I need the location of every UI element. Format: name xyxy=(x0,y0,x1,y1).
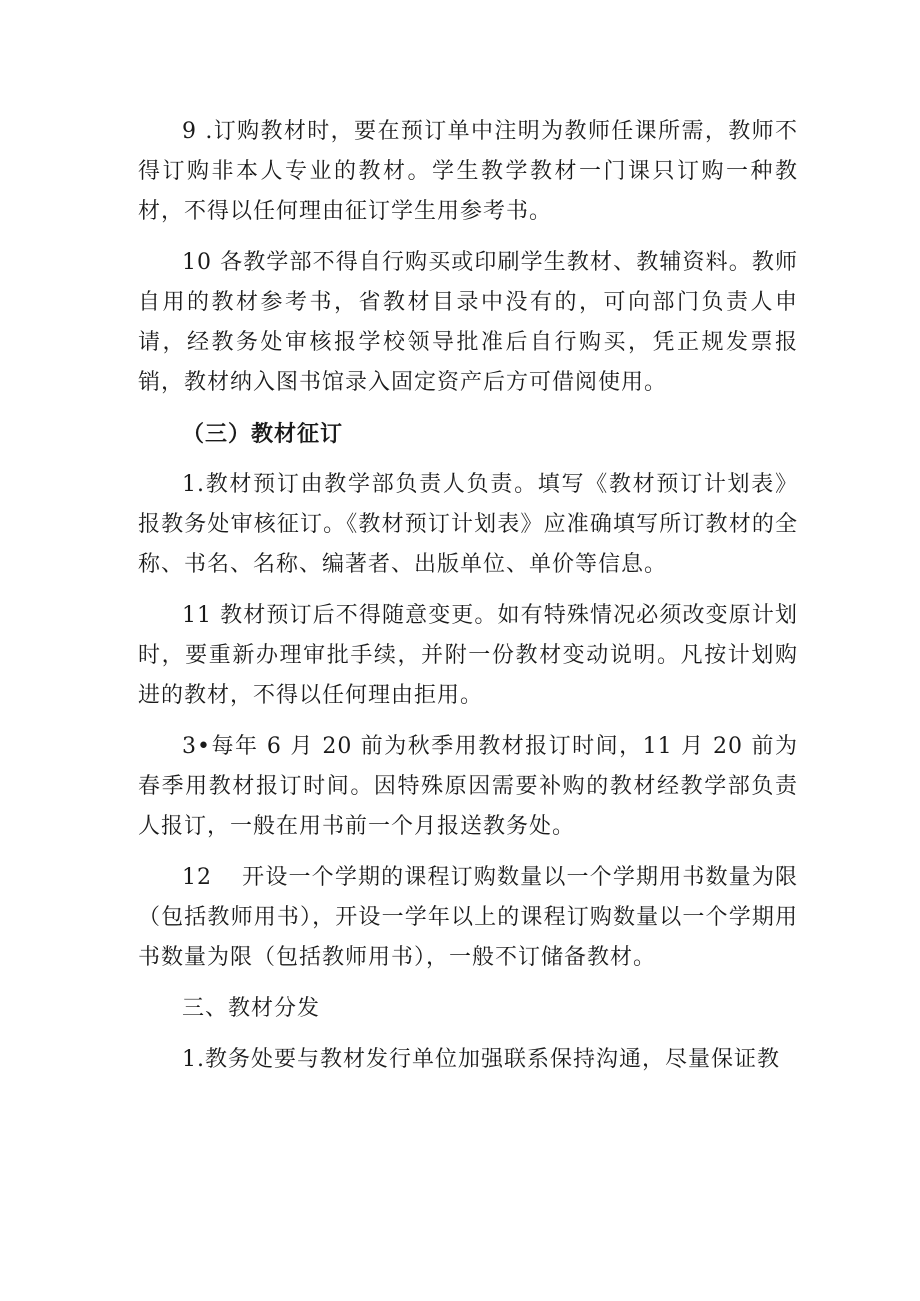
paragraph-text: 开设一个学期的课程订购数量以一个学期用书数量为限（包括教师用书），开设一学年以上的课程订购数量以一个学期用书数量为限（包括教师用书），一般不订储备教材。 xyxy=(138,865,798,970)
paragraph-ordering-3: 3•每年 6 月 20 前为秋季用教材报订时间，11 月 20 前为春季用教材报订时间。因特殊原因需要补购的教材经教学部负责人报订，一般在用书前一个月报送教务处。 xyxy=(138,734,798,839)
paragraph-ordering-1: 1.教材预订由教学部负责人负责。填写《教材预订计划表》报教务处审核征订。《教材预订计划表》应准确填写所订教材的全称、书名、名称、编著者、出版单位、单价等信息。 xyxy=(138,472,798,577)
paragraph-ordering-12 xyxy=(138,858,798,978)
paragraph-10: 10 各教学部不得自行购买或印刷学生教材、教辅资料。教师自用的教材参考书，省教材目录中没有的，可向部门负责人申请，经教务处审核报学校领导批准后自行购买，凭正规发票报销，教材纳入图书馆录入固定资产后方可借阅使用。 xyxy=(138,250,798,395)
document-page xyxy=(138,112,798,1091)
paragraph-9: 9 .订购教材时，要在预订单中注明为教师任课所需，教师不得订购非本人专业的教材。学生教学教材一门课只订购一种教材，不得以任何理由征订学生用参考书。 xyxy=(138,119,798,224)
paragraph-distribution-1: 1.教务处要与教材发行单位加强联系保持沟通，尽量保证教 xyxy=(182,1047,780,1072)
section-heading-textbook-ordering: （三）教材征订 xyxy=(182,421,344,447)
part-heading-textbook-distribution: 三、教材分发 xyxy=(182,996,321,1021)
paragraph-number: 12 xyxy=(182,865,212,890)
paragraph-ordering-11: 11 教材预订后不得随意变更。如有特殊情况必须改变原计划时，要重新办理审批手续，并附一份教材变动说明。凡按计划购进的教材，不得以任何理由拒用。 xyxy=(138,603,798,708)
